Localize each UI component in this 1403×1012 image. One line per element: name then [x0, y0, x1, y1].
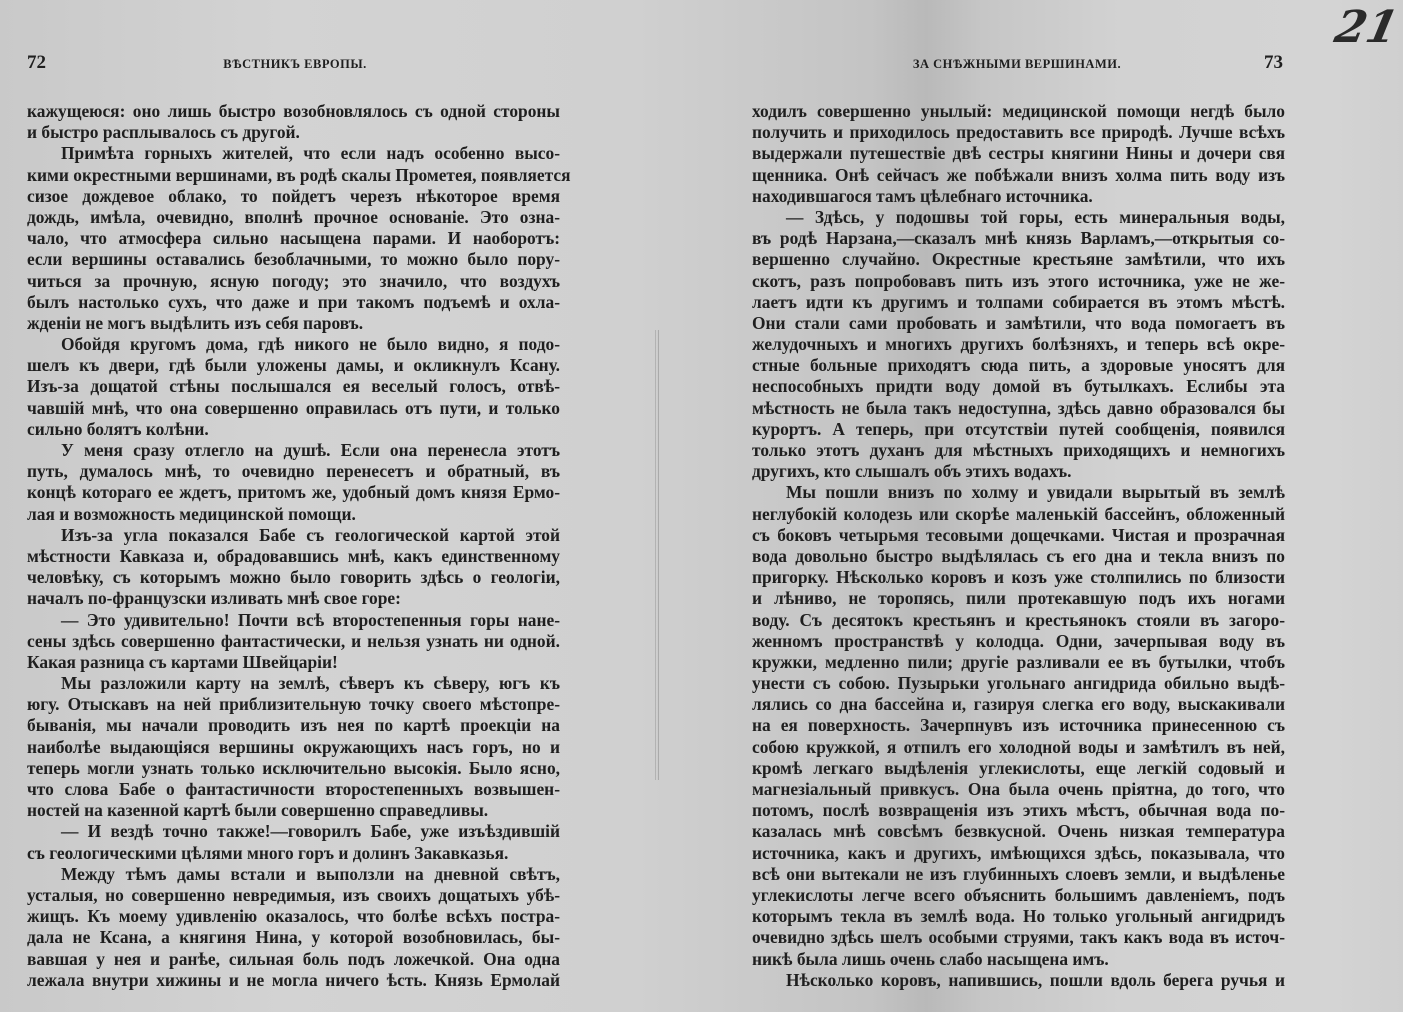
text-line: началъ по-французски изливать мнѣ свое горе: [27, 588, 401, 609]
text-line: кими окрестными вершинами, въ родѣ скалы Прометея, появляется [27, 164, 571, 185]
text-line: Нѣсколько коровъ, напившись, пошли вдоль берега ручья и [786, 969, 1285, 990]
text-line: потомъ, послѣ возвращенія изъ этихъ мѣстъ, обычная вода по- [752, 800, 1285, 821]
text-line: — И вездѣ точно также!—говорилъ Бабе, уже изъѣздившій [61, 821, 560, 842]
text-line: съ боковъ четырьмя тесовыми дощечками. Чистая и прозрачная [752, 524, 1285, 545]
text-line: кружки, медленно пили; другіе разливали ее въ бутылки, чтобъ [752, 651, 1285, 672]
paragraph [27, 525, 560, 610]
text-line: щенника. Онѣ сейчасъ же побѣжали внизъ холма пить воду изъ [752, 164, 1285, 185]
text-line: концѣ котораго ее ждетъ, притомъ же, удобный домъ князя Ермо- [27, 482, 560, 503]
book-spine-fold [655, 330, 659, 780]
text-line: пригорку. Нѣсколько коровъ и козъ уже столпились по близости [752, 567, 1285, 588]
text-line: выдержали путешествіе двѣ сестры княгини Нины и дочери свя [752, 143, 1285, 164]
text-line: Обойдя кругомъ дома, гдѣ никого не было видно, я подо- [61, 334, 560, 355]
paragraph [27, 440, 560, 525]
text-line: казалась мнѣ совсѣмъ безвкусной. Очень низкая температура [752, 821, 1285, 842]
text-line: женномъ пространствѣ у колодца. Одни, зачерпывая воду въ [752, 630, 1285, 651]
text-line: Мы разложили карту на землѣ, сѣверъ къ сѣверу, югъ къ [61, 673, 560, 694]
text-line: Мы пошли внизъ по холму и увидали вырытый въ землѣ [786, 482, 1285, 503]
text-line: Изъ-за дощатой стѣны послышался ея веселый голосъ, отвѣ- [27, 376, 560, 397]
text-line: и лѣниво, не торопясь, пили протекавшую подъ ихъ ногами [752, 588, 1285, 609]
running-head: ЗА СНѢЖНЫМИ ВЕРШИНАМИ. [912, 57, 1122, 71]
text-line: — Здѣсь, у подошвы той горы, есть минеральныя воды, [786, 206, 1285, 227]
text-line: лая и возможность медицинской помощи. [27, 503, 356, 524]
page-number: 72 [27, 52, 46, 73]
text-line: — Это удивительно! Почти всѣ второстепенныя горы нане- [61, 609, 560, 630]
text-line: жденіи не могъ выдѣлить изъ себя паровъ. [27, 312, 364, 333]
text-column [752, 101, 1285, 991]
text-line: чавшій мнѣ, что она совершенно оправилась отъ пути, и только [27, 397, 560, 418]
text-line: источника, какъ и другихъ, имѣющихся здѣсь, показывала, что [752, 842, 1285, 863]
text-line: быванія, мы начали проводить изъ нея по картѣ проекціи на [27, 715, 560, 736]
text-line: сизое дождевое облако, то пойдетъ черезъ нѣкоторое время [27, 185, 560, 206]
paragraph [752, 482, 1285, 969]
text-line: былъ настолько сухъ, что даже и при такомъ подъемѣ и охла- [27, 291, 560, 312]
text-line: очевидно здѣсь шелъ особыми струями, такъ какъ вода въ источ- [752, 927, 1285, 948]
text-line: лежала внутри хижины и не могла ничего ѣсть. Князь Ермолай [27, 969, 560, 990]
text-column [27, 101, 571, 991]
text-line: дала не Ксана, а княгиня Нина, у которой возобновилась, бы- [27, 927, 560, 948]
text-line: только этотъ духанъ для мѣстныхъ приходящихъ и немногихъ [752, 440, 1285, 460]
paragraph [27, 101, 560, 143]
paragraph [27, 334, 560, 440]
text-line: магнезіальный привкусъ. Она была очень пріятна, до того, что [752, 779, 1285, 799]
text-line: сильно болятъ колѣни. [27, 418, 209, 439]
text-line: курортъ. А теперь, при отсутствіи путей сообщенія, появился [752, 418, 1285, 439]
text-line: кажущеюся: оно лишь быстро возобновлялось съ одной стороны [27, 101, 560, 121]
text-line: читься за прочную, ясную погоду; это значило, что воздухъ [27, 270, 560, 291]
text-line: углекислоты легче всего объяснить большимъ давленіемъ, подъ [752, 884, 1285, 905]
running-head: ВѢСТНИКЪ ЕВРОПЫ. [223, 57, 367, 71]
text-line: никѣ была лишь очень слабо насыщена имъ. [752, 948, 1109, 969]
text-line: находившагося тамъ цѣлебнаго источника. [752, 185, 1093, 206]
text-line: Какая разница съ картами Швейцаріи! [27, 651, 338, 672]
text-line: что слова Бабе о фантастичности второстепенныхъ возвышен- [27, 779, 560, 799]
text-line: Они стали сами пробовать и замѣтили, что вода помогаетъ въ [752, 312, 1285, 333]
paragraph [752, 101, 1285, 207]
text-line: путь, думалось мнѣ, то очевидно перенесетъ и обратный, въ [27, 461, 560, 482]
text-line: другихъ, кто слышалъ объ этихъ водахъ. [752, 461, 1072, 482]
text-line: вершенно случайно. Окрестные крестьяне замѣтили, что ихъ [752, 249, 1285, 270]
paragraph [27, 821, 560, 863]
paragraph [752, 207, 1285, 482]
text-line: ходилъ совершенно унылый: медицинской помощи негдѣ было [752, 101, 1285, 121]
text-line: желудочныхъ и многихъ другихъ болѣзняхъ, и теперь всѣ окре- [752, 334, 1285, 355]
text-line: которымъ текла въ землѣ вода. Но только угольный ангидридъ [752, 906, 1285, 927]
text-line: неглубокій колодезь или скорѣе маленькій бассейнъ, обложенный [752, 503, 1285, 524]
text-line: стные больные приходятъ сюда пить, а здоровые уносятъ для [752, 355, 1285, 376]
text-line: кромѣ легкаго выдѣленія углекислоты, еще легкій содовый и [752, 757, 1285, 778]
paragraph [27, 610, 560, 674]
text-line: всѣ они вытекали не изъ глубинныхъ слоевъ земли, и выдѣленье [752, 863, 1285, 884]
text-line: чало, что атмосфера сильно насыщена парами. И наоборотъ: [27, 228, 560, 249]
text-line: шелъ къ двери, гдѣ были уложены дамы, и окликнулъ Ксану. [27, 355, 560, 376]
text-line: получить и приходилось предоставить все природѣ. Лучше всѣхъ [752, 122, 1285, 143]
text-line: дождь, имѣла, очевидно, вполнѣ прочное основаніе. Это озна- [27, 206, 560, 227]
text-line: усталыя, но совершенно невредимыя, изъ своихъ дощатыхъ убѣ- [27, 884, 560, 905]
text-line: Примѣта горныхъ жителей, что если надъ особенно высо- [61, 143, 560, 164]
text-line: съ геологическими цѣлями много горъ и долинъ Закавказья. [27, 842, 509, 863]
text-line: человѣку, съ которымъ можно было говорить здѣсь о геологіи, [27, 567, 560, 588]
text-line: Изъ-за угла показался Бабе съ геологической картой этой [61, 524, 560, 545]
text-line: У меня сразу отлегло на душѣ. Если она перенесла этотъ [61, 440, 560, 460]
paragraph [27, 673, 560, 821]
text-line: и быстро расплывалось съ другой. [27, 122, 300, 143]
text-line: неспособныхъ придти воду домой въ бутылкахъ. Еслибы эта [752, 376, 1285, 397]
text-line: мѣстности Кавказа и, обрадовавшись мнѣ, какъ единственному [27, 545, 560, 566]
text-line: ностей на казенной картѣ были совершенно справедливы. [27, 800, 489, 821]
paragraph [27, 143, 571, 334]
text-line: жищъ. Къ моему удивленію оказалось, что болѣе всѣхъ постра- [27, 906, 560, 927]
handwritten-folio-number: 21 [1330, 2, 1403, 53]
text-line: скотъ, разъ попробовавъ пить изъ этого источника, уже не же- [752, 270, 1285, 291]
text-line: на ея поверхность. Зачерпнувъ изъ источника принесенною съ [752, 715, 1285, 736]
page-number: 73 [1264, 52, 1283, 73]
text-line: унести съ собою. Пузырьки угольнаго ангидрида обильно выдѣ- [752, 673, 1285, 694]
text-line: вода довольно быстро выдѣлялась съ его дна и текла внизъ по [752, 545, 1285, 566]
text-line: сены здѣсь совершенно фантастически, и нельзя узнать ни одной. [27, 630, 560, 651]
text-line: вавшая у нея и ранѣе, сильная боль подъ ложечкой. Она одна [27, 948, 560, 969]
text-line: югу. Отыскавъ на ней приблизительную точку своего мѣстопре- [27, 694, 560, 715]
paragraph [752, 970, 1285, 991]
paragraph [27, 864, 560, 991]
text-line: воду. Съ десятокъ крестьянъ и крестьянокъ стояли въ загоро- [752, 609, 1285, 630]
text-line: если вершины оставались безоблачными, то можно было пору- [27, 249, 560, 270]
text-line: лаетъ идти къ другимъ и толпами собирается въ этомъ мѣстѣ. [752, 291, 1285, 312]
text-line: наиболѣе выдающіяся вершины окружающихъ насъ горъ, но и [27, 736, 560, 757]
text-line: теперь могли узнать только исключительно высокія. Было ясно, [27, 757, 560, 778]
text-line: лялись со дна бассейна и, газируя слегка его воду, выскакивали [752, 694, 1285, 715]
text-line: Между тѣмъ дамы встали и выползли на дневной свѣтъ, [61, 863, 560, 884]
text-line: мѣстность не была такъ недоступна, здѣсь давно образовался бы [752, 397, 1285, 418]
text-line: въ родѣ Нарзана,—сказалъ мнѣ князь Варламъ,—открытыя со- [752, 228, 1285, 249]
text-line: собою кружкой, я отпилъ его холодной воды и замѣтилъ въ ней, [752, 736, 1285, 757]
